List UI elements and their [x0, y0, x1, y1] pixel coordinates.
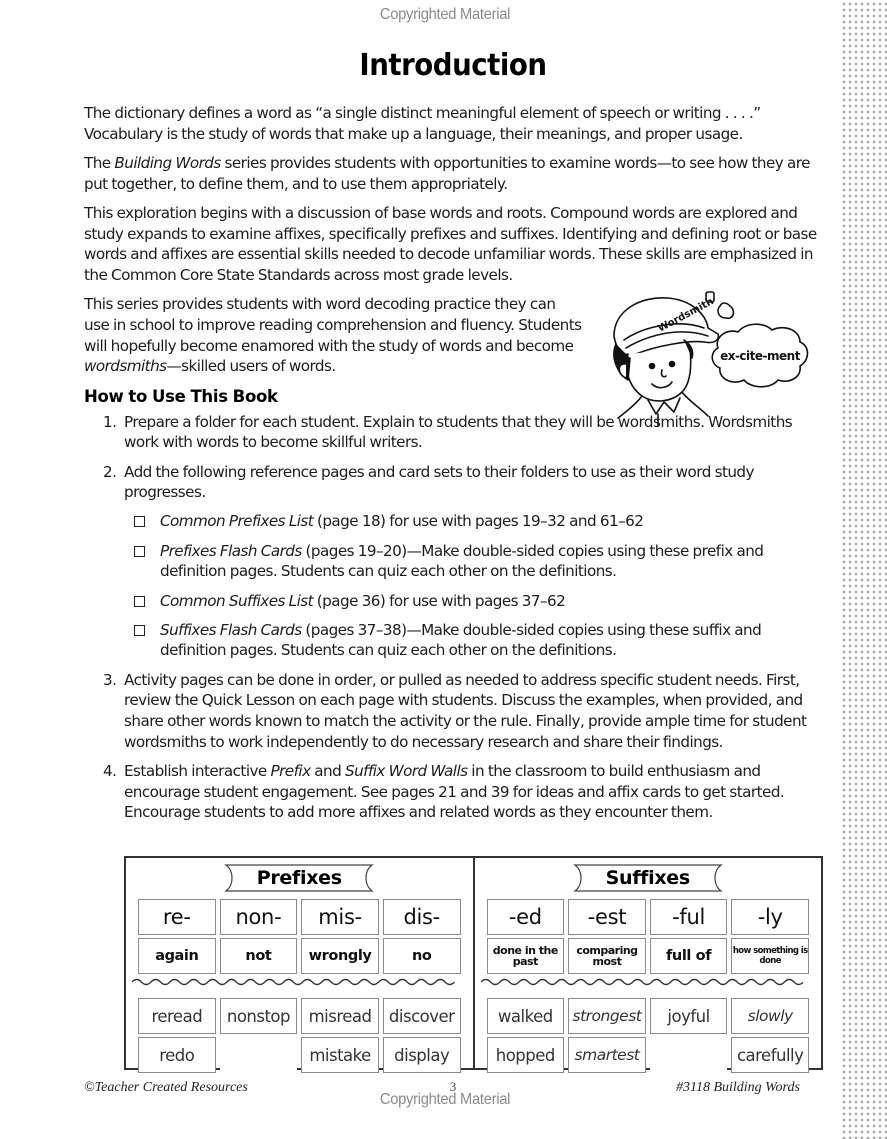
prefix-example-word: redo	[138, 1037, 216, 1073]
checkbox-icon	[134, 596, 145, 607]
suffix-example-word: hopped	[487, 1037, 565, 1073]
page-body	[84, 103, 824, 832]
suffix-example-word: joyful	[650, 998, 728, 1034]
checklist-item	[124, 541, 824, 582]
prefix-example-grid	[138, 998, 461, 1073]
prefix-card: dis-	[383, 899, 461, 935]
suffix-example-word: carefully	[731, 1037, 809, 1073]
instruction-step-2	[84, 462, 824, 662]
page-title: Introduction	[359, 48, 547, 83]
boy-with-cap-icon	[596, 288, 821, 428]
suffix-meaning-card: comparing most	[568, 938, 646, 974]
text-run: —skilled users of words.	[166, 357, 336, 376]
text-run: Establish interactive	[124, 761, 271, 780]
suffix-banner-title: Suffixes	[605, 867, 690, 889]
reference-detail: (pages 37–38)—Make double-sided copies using these suffix and definition pages. Students can quiz each other on the definitions.	[160, 620, 762, 660]
checkbox-icon	[134, 516, 145, 527]
reference-title: Common Suffixes List	[160, 591, 314, 610]
prefix-example-word: reread	[138, 998, 216, 1034]
step-text: Activity pages can be done in order, or pulled as needed to address specific student needs. First, review the Quick Lesson on each page with students. Discuss the examples, when provided, and share other words known to match the activity or the rule. Finally, provide ample time for student wordsmiths to work independently to do necessary research and share their findings.	[124, 670, 807, 751]
step-text: Prepare a folder for each student. Explain to students that they will be wordsmiths. Wordsmiths work with words to become skillful writers.	[124, 412, 793, 452]
suffix-example-word: walked	[487, 998, 565, 1034]
prefix-meaning-card: no	[383, 938, 461, 974]
instruction-step-4	[84, 761, 824, 823]
intro-paragraph-2	[84, 153, 824, 194]
prefix-banner	[224, 863, 374, 893]
prefix-meaning-card: wrongly	[301, 938, 379, 974]
text-run: in the classroom to build enthusiasm and encourage student engagement. See pages 21 and 39 for ideas and affix cards to get started. Encourage students to add more affixes and related words as they encounter them.	[124, 761, 785, 822]
suffix-banner	[573, 863, 723, 893]
text-run: and	[310, 761, 345, 780]
prefix-example-word: mistake	[301, 1037, 379, 1073]
copyright-watermark-bottom: Copyrighted Material	[379, 1091, 511, 1108]
prefix-example-word: misread	[301, 998, 379, 1034]
intro-paragraph-3: This exploration begins with a discussion of base words and roots. Compound words are explored and study expands to examine affixes, specifically prefixes and suffixes. Identifying and defining root or base words and affixes are essential skills needed to decode unfamiliar words. These skills are emphasized in the Common Core State Standards across most grade levels.	[84, 203, 817, 284]
step-number: 3.	[103, 670, 117, 689]
step-number: 4.	[103, 761, 117, 780]
wavy-divider	[481, 976, 804, 988]
suffix-card: -ly	[731, 899, 809, 935]
suffix-example-word: slowly	[731, 998, 809, 1034]
reference-title: Common Prefixes List	[160, 512, 314, 531]
checkbox-icon	[134, 546, 145, 557]
text-run: This series provides students with word decoding practice they can use in school to improve reading comprehension and fluency. Students will hopefully become enamored with the study of words and become	[84, 295, 582, 355]
copyright-watermark-top: Copyrighted Material	[379, 6, 511, 23]
empty-slot	[650, 1037, 728, 1073]
suffix-example-word: strongest	[568, 998, 646, 1034]
step-number: 1.	[103, 412, 117, 431]
step-text: Add the following reference pages and card sets to their folders to use as their word study progresses.	[124, 462, 754, 502]
suffix-word-wall	[473, 858, 822, 1068]
checkbox-icon	[134, 625, 145, 636]
prefix-meaning-card: not	[220, 938, 298, 974]
suffix-example-word: smartest	[568, 1037, 646, 1073]
mascot-cap-text: Wordsmith	[656, 296, 716, 335]
word-wall-example	[124, 856, 823, 1070]
text-run: series provides students with opportunities to examine words—to see how they are put together, to define them, and to use them appropriately.	[84, 153, 810, 193]
intro-paragraph-1: The dictionary defines a word as “a single distinct meaningful element of speech or writing . . . .” Vocabulary is the study of words that make up a language, their meanings, and proper usage.	[84, 104, 761, 143]
page-number: 3	[449, 1079, 457, 1094]
text-run-italic: Prefix	[270, 761, 311, 780]
prefix-example-word: discover	[383, 998, 461, 1034]
suffix-meaning-card: done in the past	[487, 938, 565, 974]
step-number: 2.	[103, 462, 117, 481]
wordsmith-mascot-illustration	[596, 288, 821, 428]
suffix-meaning-card: how something is done	[731, 938, 809, 974]
reference-checklist	[124, 511, 824, 661]
intro-paragraph-4	[84, 294, 584, 377]
prefix-word-wall	[126, 858, 473, 1068]
prefix-card: re-	[138, 899, 216, 935]
suffix-example-grid	[487, 998, 810, 1073]
prefix-example-word: nonstop	[220, 998, 298, 1034]
dotted-page-margin	[840, 0, 887, 1139]
empty-slot	[220, 1037, 298, 1073]
prefix-card: mis-	[301, 899, 379, 935]
reference-detail: (pages 19–20)—Make double-sided copies using these prefix and definition pages. Students can quiz each other on the definitions.	[160, 541, 764, 581]
suffix-card: -est	[568, 899, 646, 935]
prefix-card: non-	[220, 899, 298, 935]
suffix-affix-grid	[487, 899, 810, 974]
reference-title: Prefixes Flash Cards	[160, 541, 302, 560]
prefix-meaning-card: again	[138, 938, 216, 974]
section-heading-how-to-use: How to Use This Book	[84, 386, 278, 406]
wavy-divider	[132, 976, 455, 988]
checklist-item	[124, 511, 824, 532]
instruction-list	[84, 412, 824, 823]
thought-bubble-text: ex-cite-ment	[720, 349, 800, 363]
suffix-meaning-card: full of	[650, 938, 728, 974]
series-title: Building Words	[114, 153, 221, 172]
reference-detail: (page 18) for use with pages 19–32 and 61–62	[313, 512, 644, 531]
footer-publisher: ©Teacher Created Resources	[84, 1080, 248, 1095]
text-run: The	[84, 153, 115, 172]
reference-detail: (page 36) for use with pages 37–62	[313, 591, 566, 610]
prefix-affix-grid	[138, 899, 461, 974]
checklist-item	[124, 620, 824, 661]
suffix-card: -ful	[650, 899, 728, 935]
emphasis-wordsmiths: wordsmiths	[84, 357, 167, 376]
footer-book-id: #3118 Building Words	[676, 1080, 800, 1095]
checklist-item	[124, 591, 824, 612]
prefix-banner-title: Prefixes	[256, 867, 342, 889]
suffix-card: -ed	[487, 899, 565, 935]
text-run-italic: Suffix Word Walls	[345, 761, 468, 780]
reference-title: Suffixes Flash Cards	[160, 620, 302, 639]
prefix-example-word: display	[383, 1037, 461, 1073]
instruction-step-3	[84, 670, 824, 753]
